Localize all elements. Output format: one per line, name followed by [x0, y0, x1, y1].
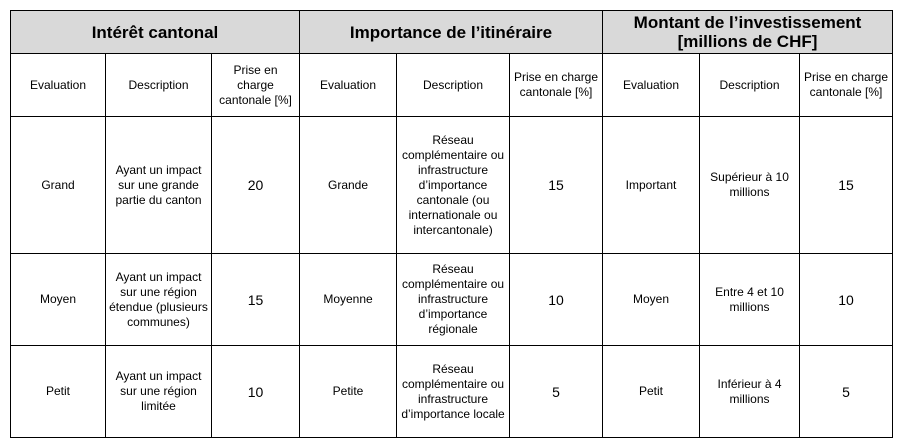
subheader-description: Description [700, 54, 800, 117]
itineraire-description: Réseau complémentaire ou infrastructure d’importance régionale [397, 254, 510, 346]
table-row [11, 346, 893, 438]
interet-pct: 15 [212, 254, 300, 346]
interet-evaluation: Grand [11, 117, 106, 254]
table-row [11, 254, 893, 346]
itineraire-evaluation: Grande [300, 117, 397, 254]
itineraire-pct: 10 [510, 254, 603, 346]
interet-evaluation: Petit [11, 346, 106, 438]
subheader-evaluation: Evaluation [11, 54, 106, 117]
subheader-prise: Prise en charge cantonale [%] [800, 54, 893, 117]
itineraire-evaluation: Petite [300, 346, 397, 438]
subheader-prise: Prise en charge cantonale [%] [510, 54, 603, 117]
interet-description: Ayant un impact sur une région étendue (plusieurs communes) [106, 254, 212, 346]
interet-evaluation: Moyen [11, 254, 106, 346]
subheader-row [11, 54, 893, 117]
investissement-evaluation: Petit [603, 346, 700, 438]
interet-pct: 10 [212, 346, 300, 438]
group-header-interet: Intérêt cantonal [11, 11, 300, 54]
investissement-pct: 5 [800, 346, 893, 438]
subheader-evaluation: Evaluation [603, 54, 700, 117]
itineraire-pct: 5 [510, 346, 603, 438]
investissement-pct: 15 [800, 117, 893, 254]
table-row [11, 117, 893, 254]
subheader-description: Description [106, 54, 212, 117]
subheader-description: Description [397, 54, 510, 117]
investissement-evaluation: Moyen [603, 254, 700, 346]
itineraire-description: Réseau complémentaire ou infrastructure d’importance cantonale (ou internationale ou intercantonale) [397, 117, 510, 254]
investissement-description: Supérieur à 10 millions [700, 117, 800, 254]
investissement-description: Entre 4 et 10 millions [700, 254, 800, 346]
subheader-prise: Prise en charge cantonale [%] [212, 54, 300, 117]
interet-description: Ayant un impact sur une grande partie du canton [106, 117, 212, 254]
group-header-investissement-text: Montant de l’investissement [millions de CHF] [633, 13, 862, 51]
interet-description: Ayant un impact sur une région limitée [106, 346, 212, 438]
group-header-investissement [603, 11, 893, 54]
itineraire-description: Réseau complémentaire ou infrastructure d’importance locale [397, 346, 510, 438]
cantonal-funding-table [10, 10, 893, 438]
itineraire-evaluation: Moyenne [300, 254, 397, 346]
investissement-description: Inférieur à 4 millions [700, 346, 800, 438]
group-header-itineraire: Importance de l’itinéraire [300, 11, 603, 54]
itineraire-pct: 15 [510, 117, 603, 254]
subheader-evaluation: Evaluation [300, 54, 397, 117]
group-header-row [11, 11, 893, 54]
investissement-pct: 10 [800, 254, 893, 346]
investissement-evaluation: Important [603, 117, 700, 254]
interet-pct: 20 [212, 117, 300, 254]
